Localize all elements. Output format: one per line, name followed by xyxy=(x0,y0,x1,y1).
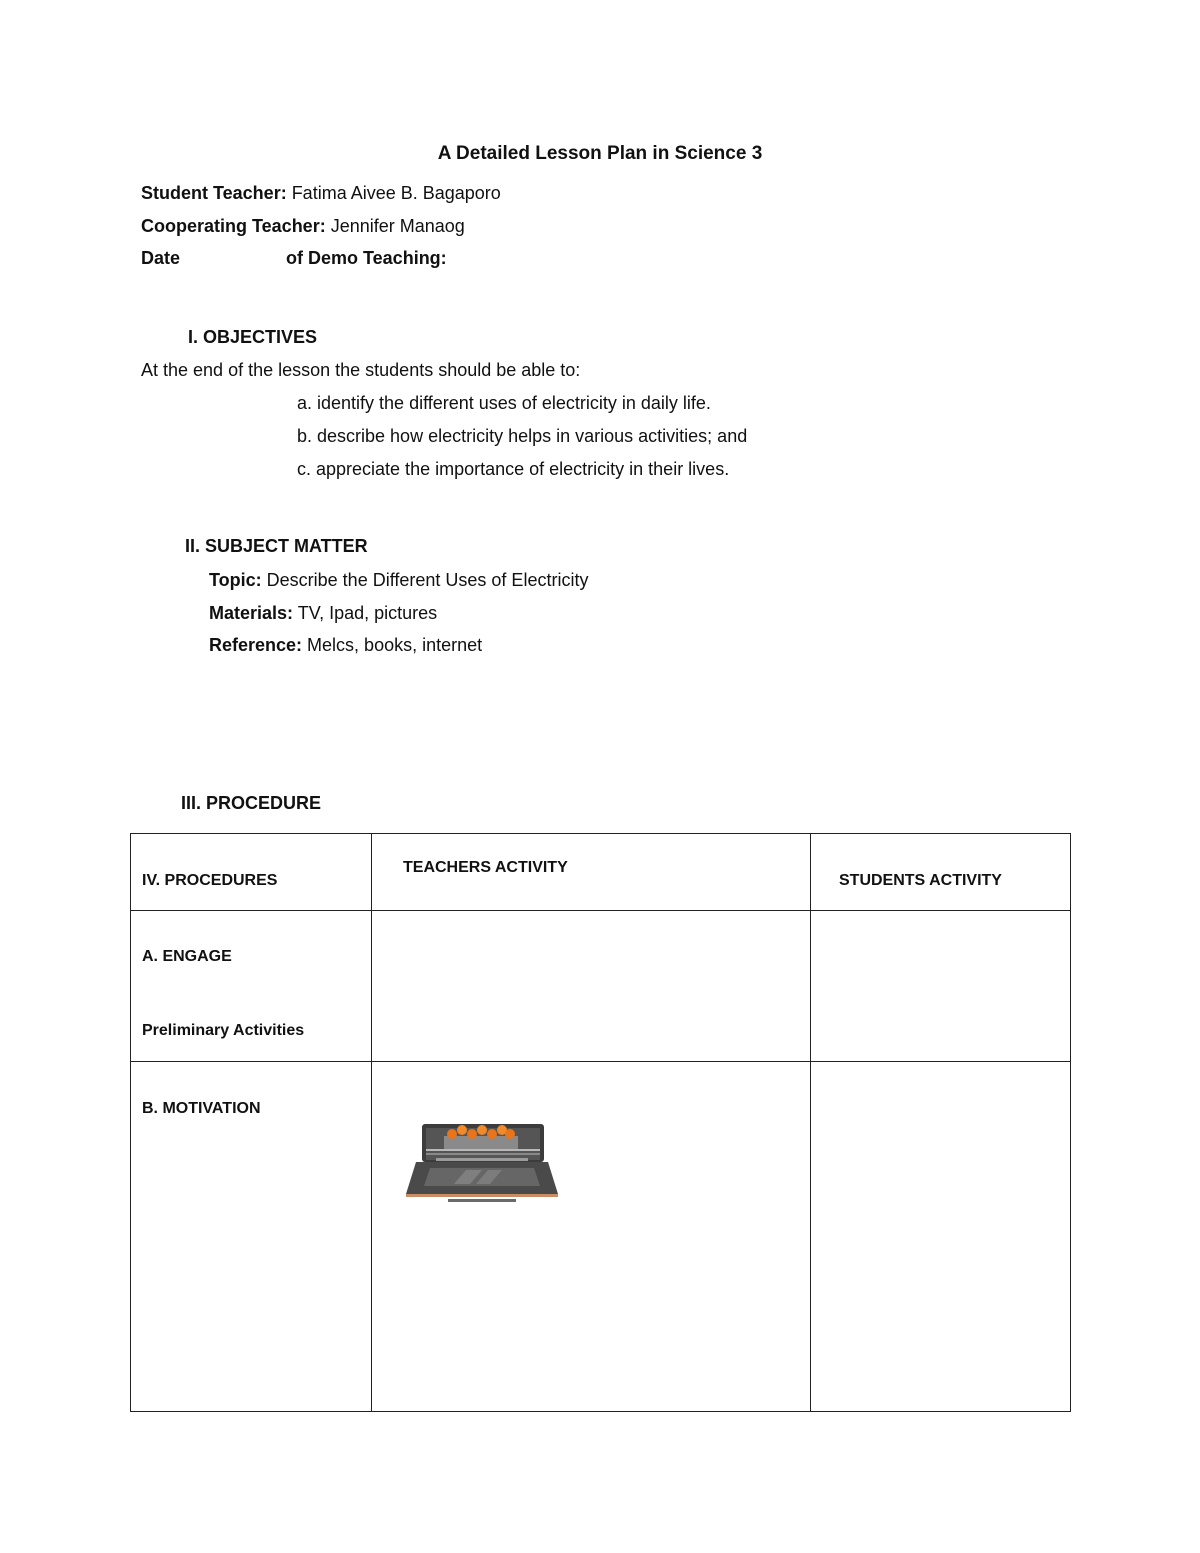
motivation-students-cell xyxy=(811,1062,1071,1412)
cooperating-teacher-value: Jennifer Manaog xyxy=(325,216,465,236)
procedure-heading: III. PROCEDURE xyxy=(181,793,322,813)
motivation-label-cell xyxy=(131,1062,372,1412)
objectives-heading: I. OBJECTIVES xyxy=(188,327,318,347)
student-teacher-label: Student Teacher: xyxy=(141,183,287,203)
materials-label: Materials: xyxy=(209,603,294,623)
objectives-intro: At the end of the lesson the students should be able to: xyxy=(141,360,581,380)
engage-label-cell xyxy=(131,911,372,1062)
engage-label: A. ENGAGE xyxy=(142,948,232,965)
table-header-row xyxy=(131,834,1071,911)
cooperating-teacher-label: Cooperating Teacher: xyxy=(141,216,326,236)
header-cell-students-activity xyxy=(811,834,1071,911)
table-row xyxy=(131,1062,1071,1412)
procedure-table xyxy=(130,833,1071,1412)
engage-teachers-cell xyxy=(372,911,811,1062)
objective-item: c. appreciate the importance of electricity in their lives. xyxy=(297,459,730,479)
materials-value: TV, Ipad, pictures xyxy=(293,603,438,623)
objective-item: b. describe how electricity helps in various activities; and xyxy=(297,426,748,446)
oven-illustration xyxy=(406,1124,558,1206)
oven-trim xyxy=(406,1194,558,1197)
student-teacher-line xyxy=(141,183,501,204)
reference-line xyxy=(209,635,482,656)
muffin xyxy=(457,1125,467,1135)
materials-line xyxy=(209,603,437,624)
student-teacher-value: Fatima Aivee B. Bagaporo xyxy=(286,183,501,203)
muffin xyxy=(467,1129,477,1139)
header-students-activity-label: STUDENTS ACTIVITY xyxy=(839,872,1002,889)
cooperating-teacher-line xyxy=(141,216,465,237)
muffin xyxy=(447,1129,457,1139)
topic-label: Topic: xyxy=(209,570,262,590)
demo-teaching-label: of Demo Teaching: xyxy=(286,248,447,268)
subject-matter-heading: II. SUBJECT MATTER xyxy=(185,536,368,556)
muffin xyxy=(505,1129,515,1139)
preliminary-activities-label: Preliminary Activities xyxy=(142,1022,305,1039)
reference-value: Melcs, books, internet xyxy=(302,635,483,655)
engage-students-cell xyxy=(811,911,1071,1062)
objective-item: a. identify the different uses of electricity in daily life. xyxy=(297,393,711,413)
topic-value: Describe the Different Uses of Electricity xyxy=(261,570,589,590)
reference-label: Reference: xyxy=(209,635,303,655)
topic-line xyxy=(209,570,588,591)
header-cell-teachers-activity xyxy=(372,834,811,911)
document-title: A Detailed Lesson Plan in Science 3 xyxy=(437,143,763,164)
table-row xyxy=(131,911,1071,1062)
oven-handle xyxy=(448,1199,516,1202)
date-label: Date xyxy=(141,248,181,268)
header-procedures-label: IV. PROCEDURES xyxy=(142,872,278,889)
motivation-teachers-cell xyxy=(372,1062,811,1412)
oven-control-strip xyxy=(436,1158,528,1161)
header-cell-procedures xyxy=(131,834,372,911)
muffin xyxy=(487,1129,497,1139)
header-teachers-activity-label: TEACHERS ACTIVITY xyxy=(403,859,568,876)
motivation-label: B. MOTIVATION xyxy=(142,1100,261,1117)
tray xyxy=(444,1136,518,1149)
muffin xyxy=(477,1125,487,1135)
